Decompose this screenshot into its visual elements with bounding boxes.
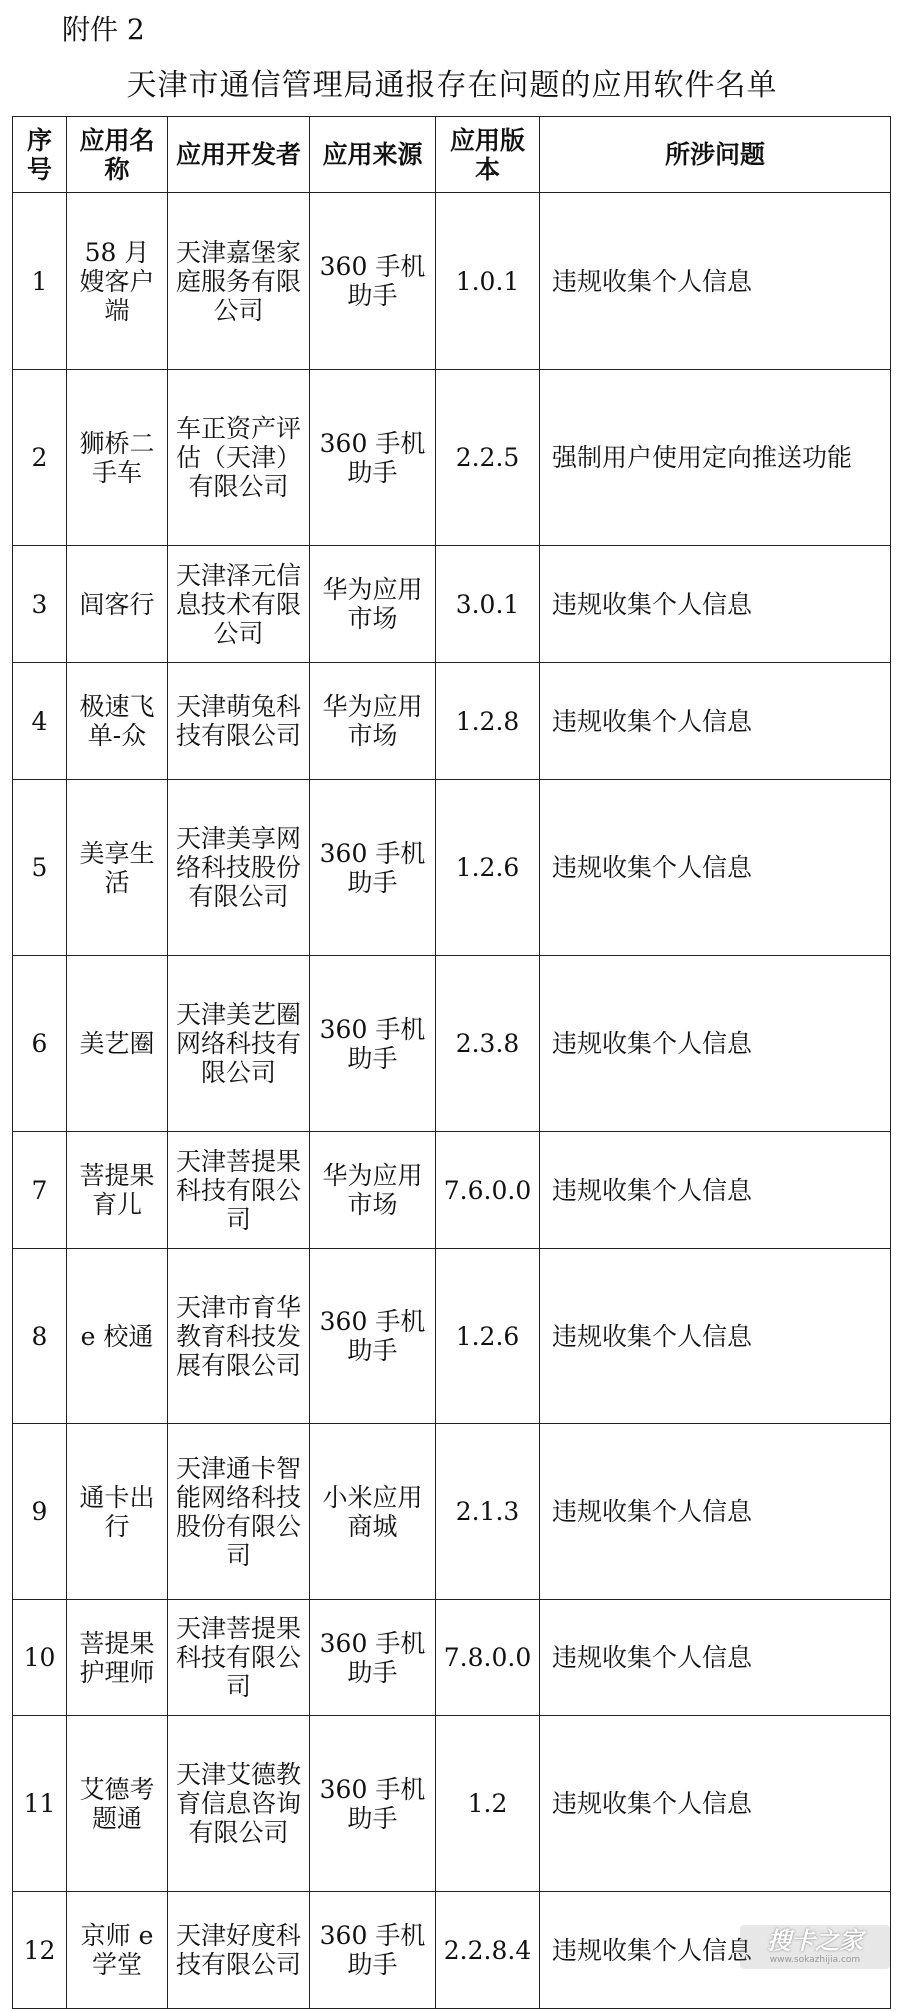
row-number: 5 [13, 780, 67, 956]
app-source: 360 手机助手 [310, 370, 436, 546]
attachment-label: 附件 2 [62, 13, 145, 46]
app-developer: 天津美艺圈网络科技有限公司 [168, 956, 310, 1132]
app-source: 华为应用市场 [310, 546, 436, 663]
row-number: 2 [13, 370, 67, 546]
watermark-brand: 搜卡之家 [767, 1927, 863, 1955]
app-developer: 天津萌兔科技有限公司 [168, 663, 310, 780]
app-version: 3.0.1 [436, 546, 540, 663]
table-row [13, 1600, 891, 1716]
row-number: 4 [13, 663, 67, 780]
row-number: 10 [13, 1600, 67, 1716]
app-developer: 天津菩提果科技有限公司 [168, 1600, 310, 1716]
app-name: 闾客行 [67, 546, 168, 663]
app-list-table [12, 116, 891, 2009]
app-version: 1.0.1 [436, 193, 540, 370]
app-version: 1.2.8 [436, 663, 540, 780]
watermark-url: www.sokazhijia.com [769, 1955, 861, 1965]
header-cell-issue: 所涉问题 [540, 117, 891, 193]
app-developer: 天津艾德教育信息咨询有限公司 [168, 1716, 310, 1892]
app-issue: 违规收集个人信息 [540, 956, 891, 1132]
app-name: 美艺圈 [67, 956, 168, 1132]
app-developer: 天津泽元信息技术有限公司 [168, 546, 310, 663]
header-cell-version: 应用版本 [436, 117, 540, 193]
app-developer: 车正资产评估（天津）有限公司 [168, 370, 310, 546]
app-source: 360 手机助手 [310, 1892, 436, 2009]
app-name: 京师 e 学堂 [67, 1892, 168, 2009]
app-name: 菩提果护理师 [67, 1600, 168, 1716]
watermark-logo [740, 1925, 890, 1969]
app-issue: 违规收集个人信息 [540, 663, 891, 780]
app-issue: 违规收集个人信息 [540, 193, 891, 370]
app-name: 极速飞单-众 [67, 663, 168, 780]
app-version: 1.2.6 [436, 780, 540, 956]
app-name: 通卡出行 [67, 1424, 168, 1600]
app-issue: 违规收集个人信息 [540, 546, 891, 663]
row-number: 7 [13, 1132, 67, 1249]
app-source: 360 手机助手 [310, 956, 436, 1132]
app-source: 360 手机助手 [310, 780, 436, 956]
app-issue: 违规收集个人信息 [540, 780, 891, 956]
row-number: 8 [13, 1249, 67, 1424]
table-row [13, 1132, 891, 1249]
table-row [13, 370, 891, 546]
header-cell-developer: 应用开发者 [168, 117, 310, 193]
app-developer: 天津市育华教育科技发展有限公司 [168, 1249, 310, 1424]
app-issue: 违规收集个人信息 [540, 1132, 891, 1249]
app-name: 菩提果育儿 [67, 1132, 168, 1249]
app-issue: 强制用户使用定向推送功能 [540, 370, 891, 546]
app-developer: 天津通卡智能网络科技股份有限公司 [168, 1424, 310, 1600]
app-issue: 违规收集个人信息 [540, 1892, 891, 2009]
app-source: 小米应用商城 [310, 1424, 436, 1600]
header-cell-source: 应用来源 [310, 117, 436, 193]
header-cell-name: 应用名称 [67, 117, 168, 193]
app-developer: 天津好度科技有限公司 [168, 1892, 310, 2009]
app-version: 2.3.8 [436, 956, 540, 1132]
app-developer: 天津美享网络科技股份有限公司 [168, 780, 310, 956]
app-name: 58 月嫂客户端 [67, 193, 168, 370]
app-version: 1.2 [436, 1716, 540, 1892]
row-number: 6 [13, 956, 67, 1132]
app-version: 2.2.8.4 [436, 1892, 540, 2009]
app-developer: 天津嘉堡家庭服务有限公司 [168, 193, 310, 370]
app-version: 2.1.3 [436, 1424, 540, 1600]
app-source: 360 手机助手 [310, 1249, 436, 1424]
app-issue: 违规收集个人信息 [540, 1600, 891, 1716]
row-number: 11 [13, 1716, 67, 1892]
table-row [13, 956, 891, 1132]
table-row [13, 546, 891, 663]
app-source: 华为应用市场 [310, 1132, 436, 1249]
app-source: 360 手机助手 [310, 193, 436, 370]
app-version: 7.8.0.0 [436, 1600, 540, 1716]
table-header-row [13, 117, 891, 193]
table-row [13, 1249, 891, 1424]
app-source: 华为应用市场 [310, 663, 436, 780]
app-name: 美享生活 [67, 780, 168, 956]
app-name: 艾德考题通 [67, 1716, 168, 1892]
app-developer: 天津菩提果科技有限公司 [168, 1132, 310, 1249]
row-number: 3 [13, 546, 67, 663]
app-version: 1.2.6 [436, 1249, 540, 1424]
app-version: 7.6.0.0 [436, 1132, 540, 1249]
table-row [13, 193, 891, 370]
app-name: 狮桥二手车 [67, 370, 168, 546]
table-row [13, 1424, 891, 1600]
app-issue: 违规收集个人信息 [540, 1424, 891, 1600]
document-title: 天津市通信管理局通报存在问题的应用软件名单 [126, 68, 778, 103]
table-row [13, 1716, 891, 1892]
header-cell-no: 序号 [13, 117, 67, 193]
app-issue: 违规收集个人信息 [540, 1249, 891, 1424]
app-name: e 校通 [67, 1249, 168, 1424]
app-version: 2.2.5 [436, 370, 540, 546]
app-issue: 违规收集个人信息 [540, 1716, 891, 1892]
row-number: 1 [13, 193, 67, 370]
row-number: 9 [13, 1424, 67, 1600]
app-source: 360 手机助手 [310, 1716, 436, 1892]
table-row [13, 780, 891, 956]
app-source: 360 手机助手 [310, 1600, 436, 1716]
table-row [13, 663, 891, 780]
row-number: 12 [13, 1892, 67, 2009]
